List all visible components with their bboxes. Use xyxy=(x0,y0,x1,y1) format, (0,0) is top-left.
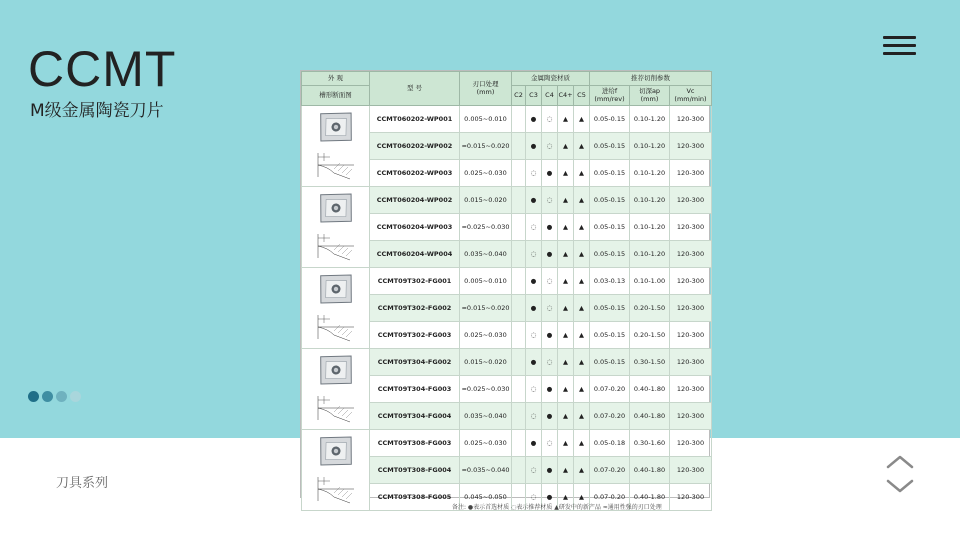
grade-c3-cell: ◌ xyxy=(526,322,542,349)
grade-c2-cell xyxy=(512,268,526,295)
grade-c5-cell: ▲ xyxy=(574,268,590,295)
header-grade: C4 xyxy=(542,86,558,106)
feed-cell: 0.05-0.15 xyxy=(590,160,630,187)
header-feed: 进给f (mm/rev) xyxy=(590,86,630,106)
feed-cell: 0.07-0.20 xyxy=(590,403,630,430)
page-title: CCMT xyxy=(28,41,177,97)
depth-cell: 0.10-1.20 xyxy=(630,106,670,133)
grade-c5-cell: ▲ xyxy=(574,457,590,484)
grade-c4-cell: ◌ xyxy=(542,268,558,295)
grade-c2-cell xyxy=(512,214,526,241)
model-cell: CCMT060202-WP003 xyxy=(370,160,460,187)
feed-cell: 0.05-0.15 xyxy=(590,349,630,376)
header-grade: C2 xyxy=(512,86,526,106)
grade-c5-cell: ▲ xyxy=(574,187,590,214)
header-grade: C4+ xyxy=(558,86,574,106)
grade-c5-cell: ▲ xyxy=(574,322,590,349)
header-section: 槽形断面图 xyxy=(302,86,370,106)
grade-c5-cell: ▲ xyxy=(574,133,590,160)
speed-cell: 120-300 xyxy=(670,295,712,322)
edge-prep-cell: 0.025~0.030 xyxy=(460,430,512,457)
model-cell: CCMT060202-WP001 xyxy=(370,106,460,133)
model-cell: CCMT09T308-FG005 xyxy=(370,484,460,511)
speed-cell: 120-300 xyxy=(670,241,712,268)
edge-prep-cell: 0.035~0.040 xyxy=(460,241,512,268)
speed-cell: 120-300 xyxy=(670,187,712,214)
speed-cell: 120-300 xyxy=(670,484,712,511)
depth-cell: 0.40-1.80 xyxy=(630,484,670,511)
grade-c3-cell: ◌ xyxy=(526,160,542,187)
grade-c3-cell: ● xyxy=(526,295,542,322)
menu-bar xyxy=(883,44,916,47)
grade-c3-cell: ◌ xyxy=(526,484,542,511)
model-cell: CCMT09T302-FG001 xyxy=(370,268,460,295)
insert-image-cell xyxy=(302,349,370,430)
grade-c4plus-cell: ▲ xyxy=(558,133,574,160)
grade-c3-cell: ● xyxy=(526,430,542,457)
insert-drawing-icon xyxy=(304,350,368,426)
edge-prep-cell: ≈0.025~0.030 xyxy=(460,376,512,403)
speed-cell: 120-300 xyxy=(670,133,712,160)
speed-cell: 120-300 xyxy=(670,457,712,484)
table-row xyxy=(302,268,712,295)
depth-cell: 0.10-1.20 xyxy=(630,241,670,268)
hamburger-menu-icon[interactable] xyxy=(883,36,916,56)
speed-cell: 120-300 xyxy=(670,430,712,457)
grade-c5-cell: ▲ xyxy=(574,295,590,322)
depth-cell: 0.20-1.50 xyxy=(630,295,670,322)
speed-cell: 120-300 xyxy=(670,160,712,187)
header-grade: C5 xyxy=(574,86,590,106)
indicator-dot[interactable] xyxy=(70,391,81,402)
menu-bar xyxy=(883,52,916,55)
grade-c2-cell xyxy=(512,430,526,457)
grade-c3-cell: ● xyxy=(526,187,542,214)
legend-note: 备注: ●表示首选材质 ◌表示推荐材质 ▲研发中的新产品 ≈通用性强的刃口处理 xyxy=(452,504,662,511)
grade-c3-cell: ● xyxy=(526,106,542,133)
feed-cell: 0.05-0.15 xyxy=(590,241,630,268)
grade-c2-cell xyxy=(512,349,526,376)
model-cell: CCMT060204-WP002 xyxy=(370,187,460,214)
header-params: 推荐切削参数 xyxy=(590,72,712,86)
grade-c4plus-cell: ▲ xyxy=(558,160,574,187)
depth-cell: 0.40-1.80 xyxy=(630,403,670,430)
grade-c3-cell: ● xyxy=(526,268,542,295)
edge-prep-cell: 0.025~0.030 xyxy=(460,322,512,349)
grade-c4-cell: ◌ xyxy=(542,106,558,133)
grade-c3-cell: ● xyxy=(526,349,542,376)
indicator-dot[interactable] xyxy=(28,391,39,402)
speed-cell: 120-300 xyxy=(670,268,712,295)
menu-bar xyxy=(883,36,916,39)
grade-c4plus-cell: ▲ xyxy=(558,376,574,403)
depth-cell: 0.10-1.20 xyxy=(630,160,670,187)
grade-c5-cell: ▲ xyxy=(574,376,590,403)
depth-cell: 0.40-1.80 xyxy=(630,376,670,403)
speed-cell: 120-300 xyxy=(670,349,712,376)
page-subtitle: M级金属陶瓷刀片 xyxy=(30,101,164,121)
edge-prep-cell: ≈0.015~0.020 xyxy=(460,295,512,322)
edge-prep-cell: ≈0.025~0.030 xyxy=(460,214,512,241)
grade-c5-cell: ▲ xyxy=(574,160,590,187)
feed-cell: 0.05-0.18 xyxy=(590,430,630,457)
grade-c4-cell: ● xyxy=(542,403,558,430)
chevron-down-icon[interactable] xyxy=(884,476,916,496)
model-cell: CCMT09T302-FG002 xyxy=(370,295,460,322)
grade-c4-cell: ◌ xyxy=(542,295,558,322)
spec-sheet xyxy=(300,70,710,501)
indicator-dot[interactable] xyxy=(56,391,67,402)
insert-drawing-icon xyxy=(304,188,368,264)
grade-c3-cell: ◌ xyxy=(526,403,542,430)
grade-c4-cell: ● xyxy=(542,160,558,187)
grade-c2-cell xyxy=(512,295,526,322)
header-depth: 切深ap (mm) xyxy=(630,86,670,106)
insert-image-cell xyxy=(302,268,370,349)
table-row xyxy=(302,106,712,133)
header-grades: 金属陶瓷材质 xyxy=(512,72,590,86)
insert-drawing-icon xyxy=(304,107,368,183)
grade-c4-cell: ● xyxy=(542,241,558,268)
speed-cell: 120-300 xyxy=(670,376,712,403)
feed-cell: 0.05-0.15 xyxy=(590,214,630,241)
model-cell: CCMT09T308-FG004 xyxy=(370,457,460,484)
grade-c4plus-cell: ▲ xyxy=(558,484,574,511)
grade-c4plus-cell: ▲ xyxy=(558,241,574,268)
grade-c4plus-cell: ▲ xyxy=(558,295,574,322)
edge-prep-cell: 0.045~0.050 xyxy=(460,484,512,511)
depth-cell: 0.30-1.60 xyxy=(630,430,670,457)
grade-c2-cell xyxy=(512,133,526,160)
speed-cell: 120-300 xyxy=(670,214,712,241)
model-cell: CCMT09T304-FG002 xyxy=(370,349,460,376)
edge-prep-cell: ≈0.035~0.040 xyxy=(460,457,512,484)
feed-cell: 0.05-0.15 xyxy=(590,295,630,322)
model-cell: CCMT060202-WP002 xyxy=(370,133,460,160)
speed-cell: 120-300 xyxy=(670,322,712,349)
edge-prep-cell: 0.035~0.040 xyxy=(460,403,512,430)
edge-prep-cell: 0.015~0.020 xyxy=(460,349,512,376)
feed-cell: 0.05-0.15 xyxy=(590,187,630,214)
grade-c5-cell: ▲ xyxy=(574,349,590,376)
feed-cell: 0.07-0.20 xyxy=(590,376,630,403)
grade-c5-cell: ▲ xyxy=(574,106,590,133)
edge-prep-cell: 0.025~0.030 xyxy=(460,160,512,187)
speed-cell: 120-300 xyxy=(670,106,712,133)
header-appearance: 外 观 xyxy=(302,72,370,86)
header-model: 型 号 xyxy=(370,72,460,106)
chevron-up-icon[interactable] xyxy=(884,452,916,472)
grade-c2-cell xyxy=(512,403,526,430)
model-cell: CCMT09T308-FG003 xyxy=(370,430,460,457)
model-cell: CCMT060204-WP004 xyxy=(370,241,460,268)
speed-cell: 120-300 xyxy=(670,403,712,430)
model-cell: CCMT09T302-FG003 xyxy=(370,322,460,349)
grade-c4plus-cell: ▲ xyxy=(558,214,574,241)
grade-c4plus-cell: ▲ xyxy=(558,430,574,457)
depth-cell: 0.10-1.00 xyxy=(630,268,670,295)
grade-c4-cell: ◌ xyxy=(542,187,558,214)
feed-cell: 0.05-0.15 xyxy=(590,322,630,349)
grade-c2-cell xyxy=(512,241,526,268)
grade-c4-cell: ◌ xyxy=(542,430,558,457)
edge-prep-cell: 0.005~0.010 xyxy=(460,268,512,295)
model-cell: CCMT09T304-FG003 xyxy=(370,376,460,403)
grade-c5-cell: ▲ xyxy=(574,403,590,430)
grade-c2-cell xyxy=(512,187,526,214)
insert-image-cell xyxy=(302,430,370,511)
grade-c4plus-cell: ▲ xyxy=(558,322,574,349)
table-row xyxy=(302,349,712,376)
depth-cell: 0.10-1.20 xyxy=(630,187,670,214)
grade-c4-cell: ● xyxy=(542,484,558,511)
slide-navigation xyxy=(884,452,916,496)
grade-c3-cell: ◌ xyxy=(526,457,542,484)
grade-c3-cell: ◌ xyxy=(526,214,542,241)
depth-cell: 0.10-1.20 xyxy=(630,133,670,160)
insert-drawing-icon xyxy=(304,269,368,345)
edge-prep-cell: 0.005~0.010 xyxy=(460,106,512,133)
depth-cell: 0.10-1.20 xyxy=(630,214,670,241)
feed-cell: 0.05-0.15 xyxy=(590,106,630,133)
table-row xyxy=(302,187,712,214)
grade-c5-cell: ▲ xyxy=(574,430,590,457)
grade-c3-cell: ● xyxy=(526,133,542,160)
model-cell: CCMT060204-WP003 xyxy=(370,214,460,241)
grade-c4-cell: ● xyxy=(542,214,558,241)
insert-image-cell xyxy=(302,106,370,187)
grade-c4plus-cell: ▲ xyxy=(558,403,574,430)
header-grade: C3 xyxy=(526,86,542,106)
feed-cell: 0.07-0.20 xyxy=(590,484,630,511)
grade-c4plus-cell: ▲ xyxy=(558,268,574,295)
grade-c2-cell xyxy=(512,457,526,484)
grade-c2-cell xyxy=(512,106,526,133)
table-row xyxy=(302,430,712,457)
depth-cell: 0.40-1.80 xyxy=(630,457,670,484)
spec-table xyxy=(301,71,712,511)
feed-cell: 0.05-0.15 xyxy=(590,133,630,160)
insert-image-cell xyxy=(302,187,370,268)
grade-c4plus-cell: ▲ xyxy=(558,106,574,133)
grade-c2-cell xyxy=(512,322,526,349)
depth-cell: 0.30-1.50 xyxy=(630,349,670,376)
grade-c3-cell: ◌ xyxy=(526,241,542,268)
grade-c2-cell xyxy=(512,376,526,403)
slide-indicator xyxy=(28,391,81,402)
edge-prep-cell: 0.015~0.020 xyxy=(460,187,512,214)
grade-c4-cell: ● xyxy=(542,322,558,349)
header-speed: Vc (mm/min) xyxy=(670,86,712,106)
header-edge-prep: 刃口处理 (mm) xyxy=(460,72,512,106)
feed-cell: 0.03-0.13 xyxy=(590,268,630,295)
grade-c2-cell xyxy=(512,160,526,187)
feed-cell: 0.07-0.20 xyxy=(590,457,630,484)
grade-c5-cell: ▲ xyxy=(574,241,590,268)
grade-c4plus-cell: ▲ xyxy=(558,349,574,376)
grade-c5-cell: ▲ xyxy=(574,484,590,511)
grade-c3-cell: ◌ xyxy=(526,376,542,403)
edge-prep-cell: ≈0.015~0.020 xyxy=(460,133,512,160)
depth-cell: 0.20-1.50 xyxy=(630,322,670,349)
grade-c4plus-cell: ▲ xyxy=(558,457,574,484)
grade-c4plus-cell: ▲ xyxy=(558,187,574,214)
footer-label: 刀具系列 xyxy=(56,476,109,491)
grade-c4-cell: ● xyxy=(542,457,558,484)
grade-c4-cell: ● xyxy=(542,376,558,403)
model-cell: CCMT09T304-FG004 xyxy=(370,403,460,430)
grade-c4-cell: ◌ xyxy=(542,349,558,376)
grade-c5-cell: ▲ xyxy=(574,214,590,241)
grade-c4-cell: ◌ xyxy=(542,133,558,160)
indicator-dot[interactable] xyxy=(42,391,53,402)
insert-drawing-icon xyxy=(304,431,368,507)
